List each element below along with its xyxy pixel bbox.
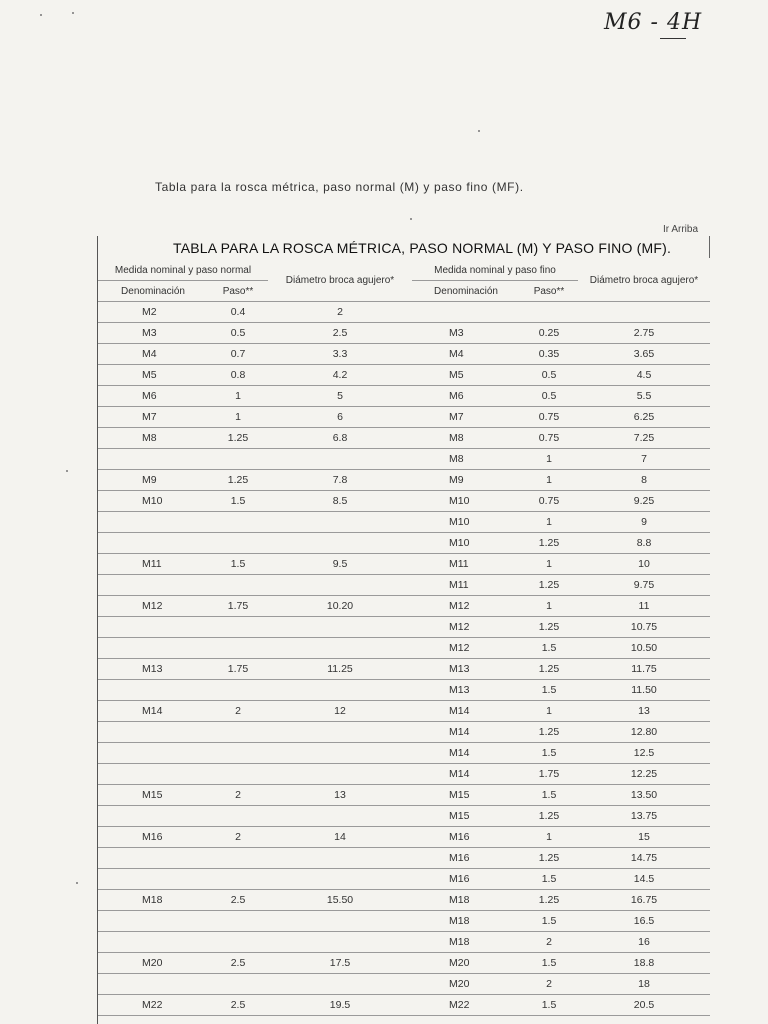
header-drill-normal: Diámetro broca agujero* [268,260,412,302]
cell-denomination-fine [412,302,520,323]
cell-drill-fine: 15 [578,827,710,848]
cell-pitch-normal: 1 [208,386,268,407]
cell-drill-fine: 12.25 [578,764,710,785]
cell-denomination-normal: M14 [98,701,208,722]
cell-pitch-fine: 1 [520,596,578,617]
table-row [98,869,710,890]
cell-denomination-normal [98,743,208,764]
cell-drill-fine: 16.5 [578,911,710,932]
cell-denomination-normal: M8 [98,428,208,449]
table-row [98,764,710,785]
cell-drill-normal [268,911,412,932]
cell-drill-fine: 10 [578,554,710,575]
cell-drill-fine: 3.65 [578,344,710,365]
cell-denomination-fine: M12 [412,617,520,638]
scan-speck [478,130,480,132]
cell-drill-fine: 14.5 [578,869,710,890]
cell-drill-normal: 17.5 [268,953,412,974]
cell-drill-normal [268,932,412,953]
cell-denomination-normal [98,617,208,638]
cell-pitch-fine: 1.5 [520,743,578,764]
cell-denomination-normal: M12 [98,596,208,617]
cell-denomination-fine: M13 [412,680,520,701]
cell-drill-normal [268,974,412,995]
scan-speck [76,882,78,884]
cell-pitch-normal [208,869,268,890]
cell-drill-fine: 20.5 [578,995,710,1016]
cell-drill-fine: 8.8 [578,533,710,554]
document-caption: Tabla para la rosca métrica, paso normal (M) y paso fino (MF). [155,180,524,194]
cell-drill-fine: 4.5 [578,365,710,386]
cell-pitch-fine: 0.5 [520,386,578,407]
cell-pitch-fine: 1.75 [520,764,578,785]
cell-denomination-normal [98,575,208,596]
cell-pitch-normal: 2.5 [208,890,268,911]
cell-denomination-fine: M7 [412,407,520,428]
cell-denomination-normal [98,911,208,932]
cell-pitch-normal [208,533,268,554]
cell-pitch-fine: 0.75 [520,491,578,512]
cell-denomination-normal [98,974,208,995]
cell-pitch-fine: 1.5 [520,785,578,806]
cell-drill-normal: 2 [268,302,412,323]
cell-pitch-normal [208,974,268,995]
cell-denomination-normal [98,848,208,869]
cell-denomination-normal: M13 [98,659,208,680]
cell-drill-normal: 14 [268,827,412,848]
cell-denomination-normal [98,533,208,554]
cell-pitch-fine [520,302,578,323]
cell-drill-normal: 6.8 [268,428,412,449]
table-row [98,554,710,575]
cell-denomination-fine: M11 [412,575,520,596]
table-row [98,512,710,533]
cell-pitch-normal: 1.75 [208,596,268,617]
table-body [98,302,710,1016]
cell-pitch-fine: 1.25 [520,722,578,743]
cell-denomination-fine: M4 [412,344,520,365]
table-row [98,575,710,596]
scan-speck [66,470,68,472]
cell-drill-normal [268,512,412,533]
cell-pitch-fine: 1.25 [520,617,578,638]
cell-drill-normal: 6 [268,407,412,428]
table-row [98,911,710,932]
cell-pitch-fine: 2 [520,932,578,953]
cell-pitch-normal: 1.5 [208,554,268,575]
cell-drill-normal [268,617,412,638]
cell-denomination-fine: M20 [412,974,520,995]
header-denomination-fine: Denominación [412,281,520,302]
scan-speck [410,218,412,220]
thread-table [97,236,711,1024]
cell-drill-fine: 5.5 [578,386,710,407]
cell-pitch-normal [208,617,268,638]
cell-denomination-fine: M14 [412,743,520,764]
cell-denomination-normal [98,932,208,953]
cell-drill-normal [268,806,412,827]
cell-pitch-fine: 1 [520,512,578,533]
cell-denomination-fine: M3 [412,323,520,344]
table-row [98,302,710,323]
cell-pitch-fine: 0.35 [520,344,578,365]
cell-pitch-fine: 1.25 [520,575,578,596]
cell-pitch-normal [208,722,268,743]
table-row [98,932,710,953]
cell-denomination-normal: M5 [98,365,208,386]
cell-pitch-normal [208,764,268,785]
cell-pitch-fine: 1.5 [520,869,578,890]
table-row [98,953,710,974]
table-row [98,638,710,659]
thread-data-table [98,260,710,1016]
cell-denomination-fine: M10 [412,491,520,512]
cell-drill-fine: 13.50 [578,785,710,806]
table-row [98,386,710,407]
cell-pitch-normal [208,848,268,869]
cell-denomination-fine: M8 [412,449,520,470]
table-row [98,470,710,491]
cell-drill-fine: 10.50 [578,638,710,659]
cell-drill-fine: 7 [578,449,710,470]
cell-denomination-normal: M15 [98,785,208,806]
cell-denomination-normal: M18 [98,890,208,911]
table-row [98,785,710,806]
header-fine-group: Medida nominal y paso fino [412,260,578,281]
cell-drill-normal: 10.20 [268,596,412,617]
cell-pitch-normal: 1.5 [208,491,268,512]
cell-drill-normal: 15.50 [268,890,412,911]
cell-denomination-normal [98,869,208,890]
cell-pitch-normal [208,911,268,932]
cell-drill-normal: 19.5 [268,995,412,1016]
cell-drill-normal [268,848,412,869]
scan-speck [72,12,74,14]
cell-pitch-normal: 0.7 [208,344,268,365]
cell-drill-normal: 5 [268,386,412,407]
cell-pitch-fine: 2 [520,974,578,995]
cell-drill-fine: 12.5 [578,743,710,764]
cell-pitch-normal [208,932,268,953]
cell-denomination-fine: M16 [412,869,520,890]
cell-drill-normal: 12 [268,701,412,722]
table-row [98,995,710,1016]
cell-denomination-fine: M11 [412,554,520,575]
cell-pitch-fine: 1.25 [520,806,578,827]
cell-denomination-normal [98,512,208,533]
cell-pitch-normal: 0.5 [208,323,268,344]
cell-drill-fine: 14.75 [578,848,710,869]
cell-pitch-fine: 1.5 [520,680,578,701]
cell-denomination-fine: M16 [412,827,520,848]
table-row [98,617,710,638]
table-row [98,428,710,449]
cell-drill-normal: 7.8 [268,470,412,491]
cell-denomination-fine: M12 [412,638,520,659]
cell-denomination-fine: M20 [412,953,520,974]
cell-denomination-fine: M10 [412,533,520,554]
cell-pitch-normal: 2.5 [208,995,268,1016]
cell-drill-normal: 11.25 [268,659,412,680]
table-row [98,701,710,722]
cell-denomination-fine: M14 [412,764,520,785]
table-row [98,491,710,512]
cell-pitch-normal [208,449,268,470]
table-row [98,827,710,848]
cell-pitch-fine: 1 [520,701,578,722]
cell-denomination-normal: M22 [98,995,208,1016]
table-row [98,806,710,827]
cell-drill-fine: 18.8 [578,953,710,974]
cell-denomination-fine: M15 [412,806,520,827]
cell-drill-normal: 3.3 [268,344,412,365]
cell-drill-normal: 4.2 [268,365,412,386]
cell-drill-normal [268,764,412,785]
cell-denomination-normal: M11 [98,554,208,575]
cell-pitch-normal [208,638,268,659]
cell-denomination-fine: M18 [412,911,520,932]
cell-denomination-normal: M6 [98,386,208,407]
header-pitch-fine: Paso** [520,281,578,302]
cell-denomination-normal [98,722,208,743]
cell-denomination-normal: M9 [98,470,208,491]
header-denomination-normal: Denominación [98,281,208,302]
cell-pitch-fine: 1 [520,554,578,575]
cell-denomination-normal [98,764,208,785]
cell-pitch-fine: 1.5 [520,953,578,974]
cell-denomination-normal: M20 [98,953,208,974]
cell-drill-fine: 12.80 [578,722,710,743]
cell-drill-normal [268,869,412,890]
cell-pitch-normal: 1.25 [208,470,268,491]
cell-pitch-normal: 0.4 [208,302,268,323]
cell-denomination-fine: M10 [412,512,520,533]
cell-drill-fine: 11.50 [578,680,710,701]
cell-pitch-fine: 1 [520,449,578,470]
cell-pitch-normal: 1 [208,407,268,428]
cell-denomination-normal: M7 [98,407,208,428]
cell-pitch-fine: 1 [520,827,578,848]
cell-drill-fine: 2.75 [578,323,710,344]
cell-pitch-normal [208,743,268,764]
cell-denomination-normal [98,638,208,659]
table-row [98,596,710,617]
cell-drill-fine: 18 [578,974,710,995]
table-row [98,722,710,743]
cell-denomination-fine: M9 [412,470,520,491]
table-row [98,680,710,701]
cell-drill-fine: 7.25 [578,428,710,449]
header-pitch-normal: Paso** [208,281,268,302]
table-row [98,344,710,365]
cell-pitch-fine: 1.25 [520,890,578,911]
cell-pitch-fine: 1.5 [520,995,578,1016]
cell-drill-normal [268,575,412,596]
cell-drill-normal [268,449,412,470]
cell-denomination-fine: M6 [412,386,520,407]
cell-denomination-fine: M14 [412,722,520,743]
table-row [98,407,710,428]
cell-pitch-fine: 1.25 [520,848,578,869]
cell-pitch-fine: 0.75 [520,407,578,428]
cell-drill-normal: 13 [268,785,412,806]
cell-drill-normal: 9.5 [268,554,412,575]
cell-drill-fine: 10.75 [578,617,710,638]
cell-denomination-normal: M4 [98,344,208,365]
cell-denomination-fine: M14 [412,701,520,722]
cell-denomination-normal [98,680,208,701]
cell-drill-fine [578,302,710,323]
cell-denomination-fine: M13 [412,659,520,680]
header-drill-fine: Diámetro broca agujero* [578,260,710,302]
cell-drill-fine: 11 [578,596,710,617]
cell-denomination-normal [98,806,208,827]
cell-denomination-fine: M8 [412,428,520,449]
cell-pitch-fine: 1.5 [520,911,578,932]
cell-denomination-normal: M3 [98,323,208,344]
cell-pitch-normal: 2.5 [208,953,268,974]
handwritten-underline [660,38,686,39]
cell-drill-normal [268,722,412,743]
cell-denomination-fine: M18 [412,932,520,953]
cell-pitch-normal: 0.8 [208,365,268,386]
cell-drill-fine: 13 [578,701,710,722]
back-to-top-link[interactable]: Ir Arriba [663,224,699,235]
cell-drill-fine: 16 [578,932,710,953]
cell-pitch-normal: 1.25 [208,428,268,449]
cell-drill-normal [268,743,412,764]
cell-denomination-fine: M16 [412,848,520,869]
cell-pitch-normal [208,806,268,827]
table-row [98,659,710,680]
table-row [98,533,710,554]
cell-drill-fine: 6.25 [578,407,710,428]
cell-drill-fine: 11.75 [578,659,710,680]
cell-denomination-fine: M22 [412,995,520,1016]
cell-denomination-normal: M16 [98,827,208,848]
cell-denomination-normal: M10 [98,491,208,512]
cell-denomination-normal [98,449,208,470]
cell-pitch-normal [208,512,268,533]
cell-drill-normal: 8.5 [268,491,412,512]
cell-drill-fine: 9 [578,512,710,533]
table-row [98,743,710,764]
cell-denomination-fine: M12 [412,596,520,617]
scan-speck [40,14,42,16]
cell-pitch-fine: 0.25 [520,323,578,344]
cell-pitch-fine: 1.5 [520,638,578,659]
cell-pitch-normal: 2 [208,827,268,848]
cell-pitch-fine: 1.25 [520,533,578,554]
header-normal-group: Medida nominal y paso normal [98,260,268,281]
table-row [98,974,710,995]
cell-denomination-fine: M15 [412,785,520,806]
table-row [98,848,710,869]
cell-pitch-fine: 0.75 [520,428,578,449]
table-row [98,890,710,911]
table-row [98,365,710,386]
cell-drill-fine: 9.75 [578,575,710,596]
table-row [98,323,710,344]
cell-pitch-normal: 2 [208,701,268,722]
table-row [98,449,710,470]
cell-pitch-normal [208,575,268,596]
cell-drill-normal [268,533,412,554]
cell-denomination-normal: M2 [98,302,208,323]
cell-pitch-fine: 0.5 [520,365,578,386]
cell-pitch-normal: 1.75 [208,659,268,680]
cell-drill-fine: 9.25 [578,491,710,512]
cell-drill-fine: 8 [578,470,710,491]
cell-pitch-fine: 1 [520,470,578,491]
cell-drill-normal [268,680,412,701]
handwritten-note: M6 - 4H [604,10,703,35]
cell-drill-fine: 16.75 [578,890,710,911]
cell-denomination-fine: M5 [412,365,520,386]
cell-drill-fine: 13.75 [578,806,710,827]
table-title: TABLA PARA LA ROSCA MÉTRICA, PASO NORMAL (M) Y PASO FINO (MF). [173,240,672,256]
cell-denomination-fine: M18 [412,890,520,911]
cell-drill-normal: 2.5 [268,323,412,344]
cell-pitch-normal: 2 [208,785,268,806]
cell-pitch-normal [208,680,268,701]
cell-drill-normal [268,638,412,659]
cell-pitch-fine: 1.25 [520,659,578,680]
